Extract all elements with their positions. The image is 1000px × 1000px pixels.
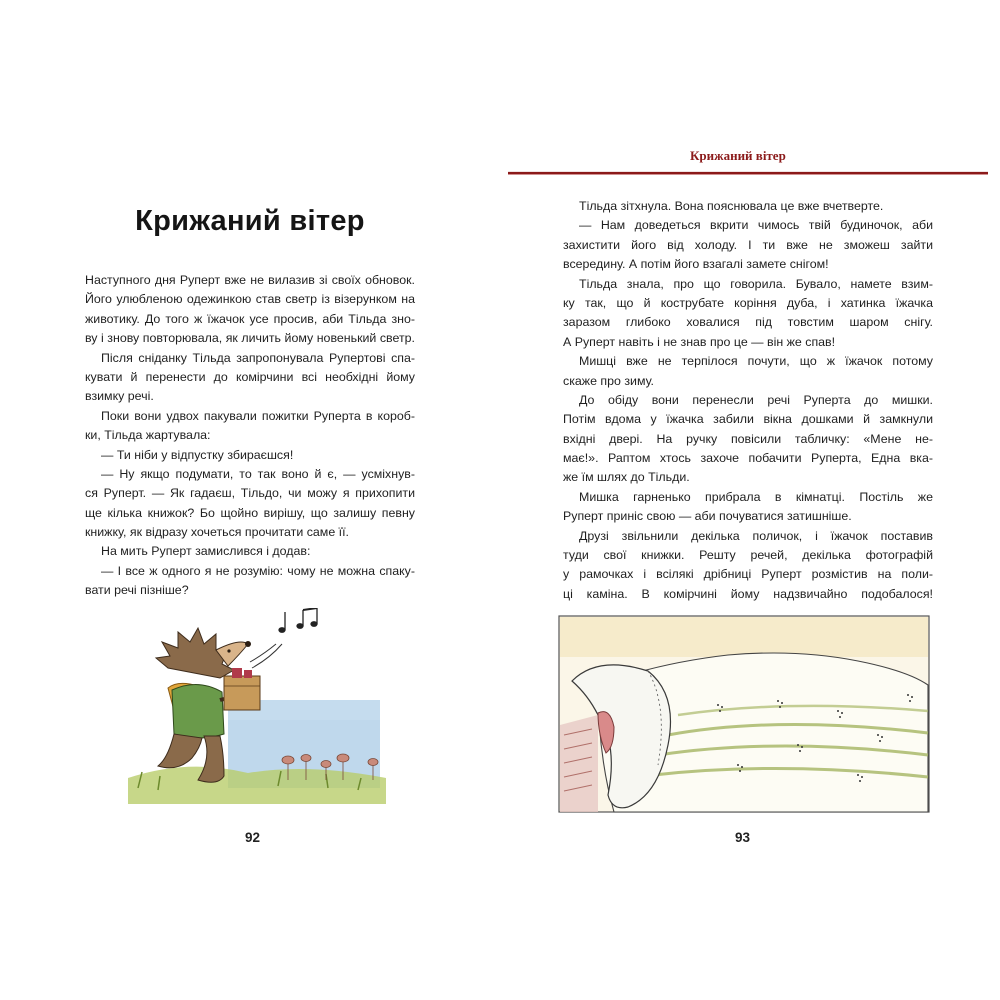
text-line: має!». Раптом хтось захоче побачити Руперта, Една вка- <box>563 451 933 466</box>
text-line: скаже про зиму. <box>563 373 654 388</box>
text-line: заразом глибоко ховалися під товстим шаром снігу. <box>563 315 933 330</box>
bed-with-blanket-illustration <box>558 615 934 815</box>
text-line: Його улюбленою одежинкою став светр із візерунком на <box>85 292 415 307</box>
text-line: Потім вдома у їжачка забили вікна дошками й замкнули <box>563 412 933 427</box>
text-line: Поки вони удвох пакували пожитки Руперта в короб- <box>101 408 415 423</box>
right-body-text <box>563 197 933 604</box>
text-line: вати речі пізніше? <box>85 583 189 598</box>
text-line: ку так, що й кострубате коріння дуба, і хатинка їжачка <box>563 295 933 310</box>
text-line: — Ти ніби у відпустку збираєшся! <box>101 447 294 462</box>
right-page <box>500 0 1000 1000</box>
text-line: — Ну якщо подумати, то так воно й є, — усміхнув- <box>101 466 415 481</box>
chapter-title: Крижаний вітер <box>135 205 365 237</box>
text-line: ще кілька книжок? Бо щойно вирішу, що залишу певну <box>85 505 415 520</box>
running-header: Крижаний вітер <box>690 148 786 163</box>
text-line: ці каміна. В комірчині йому надзвичайно подобалося! <box>563 586 933 601</box>
text-line: На мить Руперт замислився і додав: <box>101 544 311 559</box>
text-line: До обіду вони перенесли речі Руперта до мишки. <box>579 392 933 407</box>
text-line: кувати й перенести до комірчини всі необхідні йому <box>85 369 415 384</box>
text-line: захистити його від холоду. І ти вже не зможеш зайти <box>563 237 933 252</box>
text-line: Тільда зітхнула. Вона пояснювала це вже вчетверте. <box>579 199 884 213</box>
text-line: А Руперт навіть і не знав про це — він же спав! <box>563 334 836 349</box>
text-line: — Нам доведеться вкрити чимось твій будиночок, аби <box>579 218 933 233</box>
text-line: ки, Тільда жартувала: <box>85 428 211 443</box>
text-line: ву і знову повторювала, як личить йому новенький светр. <box>85 331 415 346</box>
header-rule <box>508 168 988 178</box>
text-line: же їм шлях до Тільди. <box>563 470 690 485</box>
text-line: Після сніданку Тільда запропонувала Рупертові спа- <box>101 350 415 365</box>
hedgehog-carrying-box-illustration <box>128 608 390 804</box>
text-line: туди свої книжки. Решту речей, декілька фотографій <box>563 548 933 563</box>
text-line: Тільда знала, про що говорила. Бувало, намете взим- <box>579 276 933 291</box>
text-line: Наступного дня Руперт вже не вилазив зі своїх обновок. <box>85 273 415 287</box>
text-line: Друзі звільнили декілька поличок, і їжачок поставив <box>579 528 933 543</box>
text-line: книжку, як відразу хочеться прочитати саме її. <box>85 525 349 540</box>
left-body-text <box>85 271 415 601</box>
text-line: вхідні двері. На ручку повісили табличку: «Мене не- <box>563 431 933 446</box>
text-line: — І все ж одного я не розумію: чому не можна спаку- <box>101 563 415 578</box>
text-line: ся Руперт. — Як гадаєш, Тільдо, чи можу я прихопити <box>85 486 415 501</box>
text-line: Мишці вже не терпілося почути, що ж їжачок потому <box>579 354 933 369</box>
text-line: взимку речі. <box>85 389 154 404</box>
text-line: животику. До того ж їжачок усе просив, аби Тільда зно- <box>85 311 415 326</box>
text-line: у рамочках і всілякі дрібниці Руперт розмістив на поли- <box>563 567 933 582</box>
text-line: Руперт приніс свою — аби почуватися затишніше. <box>563 509 852 524</box>
text-line: всередину. А потім його взагалі замете снігом! <box>563 257 829 272</box>
text-line: Мишка гарненько прибрала в кімнатці. Постіль же <box>579 489 933 504</box>
page-number: 92 <box>245 830 261 845</box>
page-number: 93 <box>735 830 751 845</box>
